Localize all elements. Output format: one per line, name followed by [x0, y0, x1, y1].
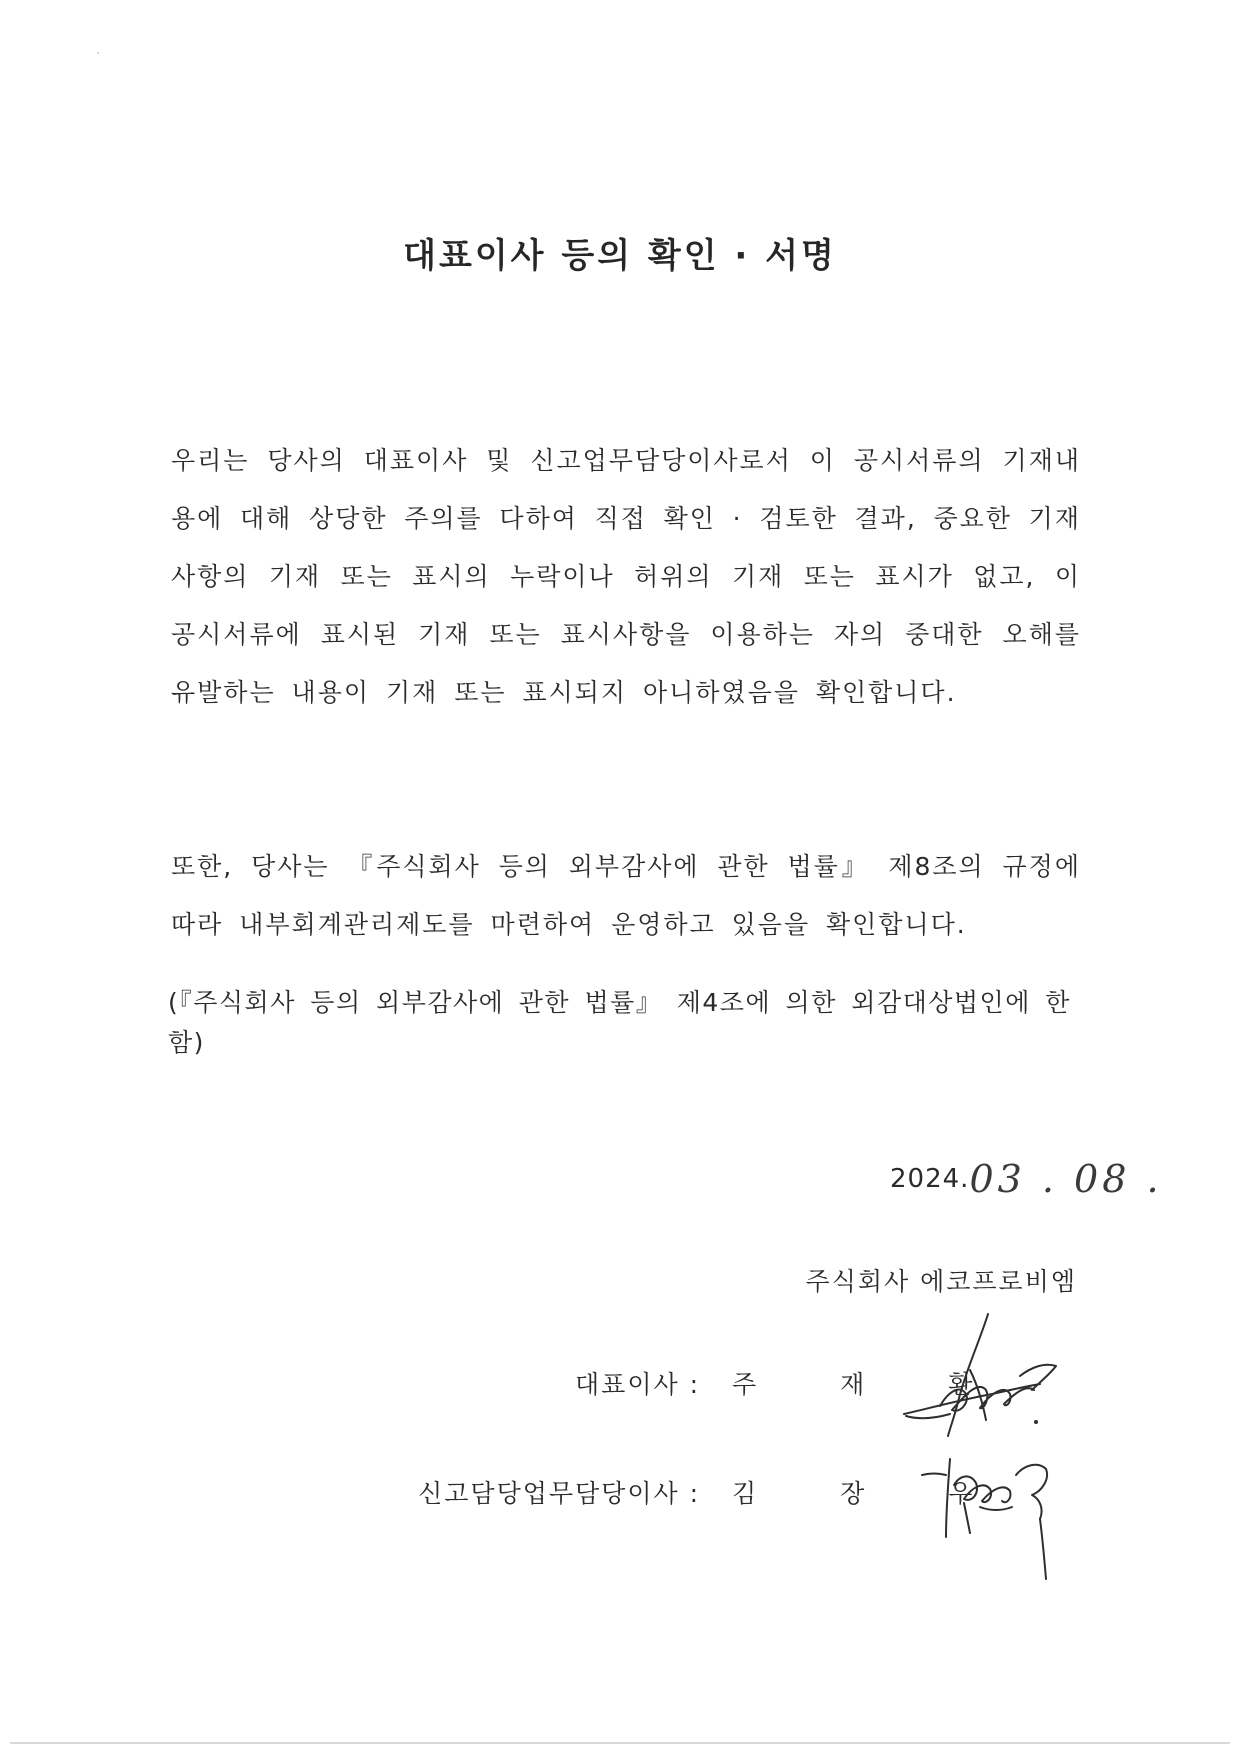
scan-speck — [97, 52, 99, 54]
signature-date — [890, 1157, 1163, 1207]
date-handwritten: 03 . 08 . — [969, 1157, 1163, 1201]
director-signature — [920, 1455, 1070, 1585]
signer-role: 대표이사 : — [575, 1370, 700, 1399]
internal-control-paragraph: 또한, 당사는 『주식회사 등의 외부감사에 관한 법률』 제8조의 규정에 따라 내부회계관리제도를 마련하여 운영하고 있음을 확인합니다. — [171, 852, 1081, 939]
company-name: 주식회사 에코프로비엠 — [805, 1267, 1077, 1296]
confirmation-paragraph: 우리는 당사의 대표이사 및 신고업무담당이사로서 이 공시서류의 기재내용에 대해 상당한 주의를 다하여 직접 확인 · 검토한 결과, 중요한 기재사항의 기재 또는 표시의 누락이나 허위의 기재 또는 표시가 없고, 이 공시서류에 표시된 기재 또는 표시사항을 이용하는 자의 중대한 오해를 유발하는 내용이 기재 또는 표시되지 아니하였음을 확인합니다. — [171, 446, 1081, 707]
page-bottom-edge — [10, 1742, 1230, 1744]
signer-role: 신고담당업무담당이사 : — [418, 1479, 700, 1508]
signer-name: 주 재 환 — [732, 1370, 1011, 1399]
signer-name: 김 장 우 — [732, 1479, 1011, 1508]
document-title: 대표이사 등의 확인 · 서명 — [403, 236, 837, 276]
ceo-signature — [900, 1310, 1080, 1450]
date-year: 2024. — [890, 1164, 970, 1194]
applicability-note: (『주식회사 등의 외부감사에 관한 법률』 제4조에 의한 외감대상법인에 한함) — [168, 988, 1071, 1057]
